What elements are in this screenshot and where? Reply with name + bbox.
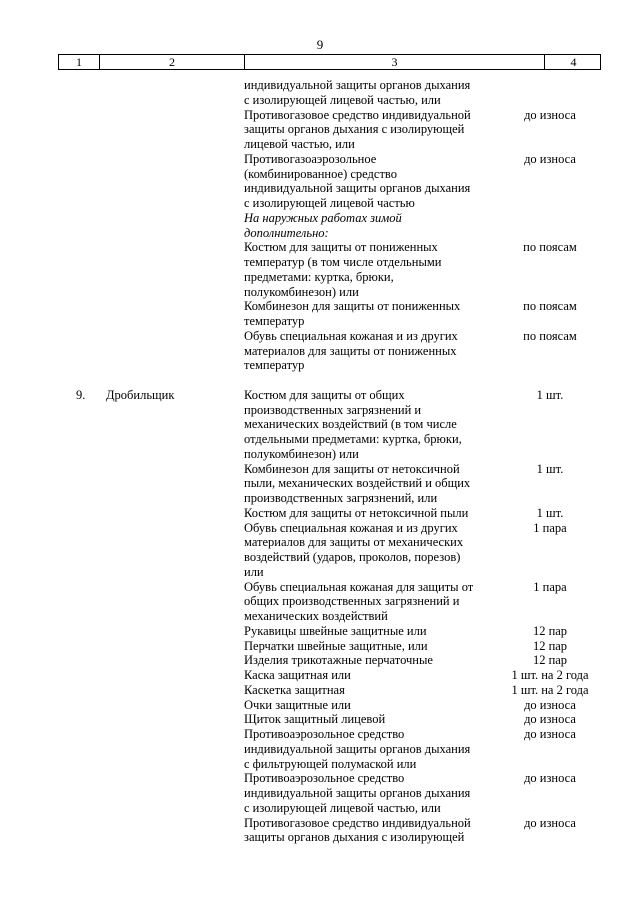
profession-name (99, 240, 244, 255)
ppe-item-line: Противогазоаэрозольное (244, 151, 377, 166)
issue-norm: 12 пар (532, 653, 568, 668)
ppe-item-line: Противогазовое средство индивидуальной (244, 815, 471, 830)
ppe-item-line: Каскетка защитная (244, 682, 345, 697)
profession-name (99, 506, 244, 521)
ppe-item (244, 683, 489, 698)
row-number (58, 727, 99, 742)
row-number (58, 771, 99, 786)
ppe-item-line: защиты органов дыхания с изолирующей (244, 830, 465, 845)
issue-norm: до износа (524, 727, 576, 741)
ppe-item-line: индивидуальной защиты органов дыхания (244, 786, 471, 800)
ppe-item (244, 653, 489, 668)
row-number (58, 299, 99, 314)
ppe-item-line: дополнительно: (244, 225, 329, 240)
profession-name (99, 462, 244, 477)
ppe-item-line: или (244, 564, 264, 579)
ppe-item (244, 771, 489, 815)
profession-name (99, 211, 244, 226)
row-number (58, 329, 99, 344)
ppe-item-line: Перчатки швейные защитные, или (244, 638, 428, 653)
ppe-item-line: производственных загрязнений и (244, 402, 422, 417)
ppe-item (244, 580, 489, 624)
issue-norm: до износа (524, 107, 576, 122)
issue-norm: по поясам (523, 328, 577, 343)
ppe-item-line: индивидуальной защиты органов дыхания (244, 78, 471, 92)
ppe-item-line: Костюм для защиты от пониженных (244, 240, 438, 255)
ppe-item-line: Костюм для защиты от нетоксичной пыли (244, 505, 469, 520)
row-number (58, 639, 99, 654)
row-number (58, 712, 99, 727)
profession-name (99, 816, 244, 831)
ppe-item (244, 108, 489, 152)
table-row (58, 462, 601, 506)
ppe-item (244, 152, 489, 211)
table-body (58, 78, 601, 845)
ppe-item-line: полукомбинезон) или (244, 284, 359, 299)
issue-norm: до износа (524, 771, 576, 786)
ppe-item-line: температур (в том числе отдельными (244, 255, 442, 269)
table-row (58, 816, 601, 846)
ppe-item-line: материалов для защиты от механических (244, 535, 464, 550)
ppe-item (244, 668, 489, 683)
ppe-item-line: Комбинезон для защиты от нетоксичной (244, 461, 460, 476)
ppe-item-line: пыли, механических воздействий и общих (244, 476, 471, 491)
ppe-item-line: механических воздействий (в том числе (244, 417, 457, 432)
profession-name (99, 683, 244, 698)
row-number (58, 108, 99, 123)
ppe-item-line: индивидуальной защиты органов дыхания (244, 181, 471, 196)
row-number (58, 211, 99, 226)
row-number (58, 240, 99, 255)
profession-name (99, 712, 244, 727)
ppe-item-line: Противоаэрозольное средство (244, 727, 405, 741)
issue-norm: по поясам (523, 240, 577, 255)
table-row (58, 668, 601, 683)
ppe-item-line: температур (244, 314, 305, 328)
ppe-item (244, 506, 489, 521)
ppe-item-line: Противогазовое средство индивидуальной (244, 107, 471, 122)
table-row (58, 211, 601, 241)
row-number (58, 521, 99, 536)
ppe-item-line: воздействий (ударов, проколов, порезов) (244, 550, 461, 564)
table-row (58, 299, 601, 329)
table-row (58, 240, 601, 299)
issue-norm (489, 211, 601, 226)
profession-name (99, 698, 244, 713)
row-number: 9. (76, 387, 86, 402)
row-number (58, 698, 99, 713)
ppe-item-line: предметами: куртка, брюки, (244, 269, 394, 284)
issue-norm: 1 шт. на 2 года (511, 682, 589, 697)
ppe-item (244, 211, 489, 241)
table-row (58, 712, 601, 727)
ppe-item (244, 639, 489, 654)
header-col-2: 2 (100, 55, 245, 69)
table-row (58, 506, 601, 521)
issue-norm: 1 шт. на 2 года (511, 668, 589, 682)
ppe-item-line: (комбинированное) средство (244, 166, 397, 181)
row-number (58, 462, 99, 477)
table-row (58, 580, 601, 624)
ppe-item-line: Каска защитная или (244, 668, 351, 682)
profession-name (99, 329, 244, 344)
ppe-item (244, 373, 489, 388)
ppe-item-line: с изолирующей лицевой частью (244, 196, 415, 210)
profession-name (99, 668, 244, 683)
issue-norm: 1 пара (533, 579, 567, 594)
table-row (58, 639, 601, 654)
row-number (58, 152, 99, 167)
ppe-item (244, 727, 489, 771)
profession-name: Дробильщик (106, 387, 175, 402)
table-row (58, 727, 601, 771)
issue-norm (489, 78, 601, 93)
table-row (58, 653, 601, 668)
ppe-item-line: Костюм для защиты от общих (244, 387, 405, 402)
header-col-4: 4 (570, 55, 577, 69)
table-row (58, 329, 601, 373)
row-number (58, 816, 99, 831)
issue-norm: 1 шт. (536, 505, 564, 520)
table-row (58, 152, 601, 211)
profession-name (99, 639, 244, 654)
ppe-item (244, 712, 489, 727)
profession-name (99, 580, 244, 595)
ppe-item (244, 521, 489, 580)
issue-norm: до износа (524, 151, 576, 166)
ppe-item-line: с фильтрующей полумаской или (244, 756, 417, 771)
ppe-item (244, 624, 489, 639)
ppe-item (244, 388, 489, 462)
ppe-item-line: материалов для защиты от пониженных (244, 343, 457, 358)
page-number: 9 (316, 37, 324, 52)
issue-norm: 1 шт. (536, 387, 564, 402)
profession-name (99, 108, 244, 123)
table-row (58, 771, 601, 815)
ppe-item-line: Противоаэрозольное средство (244, 771, 405, 786)
ppe-item (244, 816, 489, 846)
header-col-3: 3 (245, 55, 545, 69)
ppe-item-line: механических воздействий (244, 609, 388, 623)
row-number (58, 580, 99, 595)
row-number (58, 683, 99, 698)
table-row (58, 78, 601, 108)
profession-name (99, 373, 244, 388)
table-header (58, 54, 601, 70)
ppe-item-line: производственных загрязнений, или (244, 491, 438, 505)
ppe-item-line: лицевой частью, или (244, 137, 355, 151)
ppe-item (244, 78, 489, 108)
ppe-item-line: Обувь специальная кожаная для защиты от (244, 579, 474, 594)
profession-name (99, 78, 244, 93)
header-col-1: 1 (59, 55, 100, 69)
issue-norm: 12 пар (532, 638, 568, 653)
row-number (58, 506, 99, 521)
ppe-item-line: Рукавицы швейные защитные или (244, 623, 427, 638)
ppe-item-line: защиты органов дыхания с изолирующей (244, 122, 465, 137)
issue-norm: до износа (524, 697, 576, 712)
ppe-item-line: Очки защитные или (244, 697, 351, 712)
issue-norm (489, 373, 601, 388)
issue-norm: 12 пар (532, 623, 568, 638)
profession-name (99, 299, 244, 314)
profession-name (99, 727, 244, 742)
table-row (58, 624, 601, 639)
ppe-item-line: Изделия трикотажные перчаточные (244, 653, 433, 668)
table-row (58, 388, 601, 462)
ppe-item-line: отдельными предметами: куртка, брюки, (244, 432, 462, 446)
ppe-item-line (244, 373, 489, 388)
row-number (58, 653, 99, 668)
profession-name (99, 653, 244, 668)
ppe-item-line: Обувь специальная кожаная и из других (244, 328, 458, 343)
table-row (58, 521, 601, 580)
ppe-item-line: Комбинезон для защиты от пониженных (244, 299, 461, 314)
row-number (58, 624, 99, 639)
table-row (58, 683, 601, 698)
ppe-item (244, 329, 489, 373)
ppe-item-line: Щиток защитный лицевой (244, 712, 386, 727)
issue-norm: до износа (524, 815, 576, 830)
ppe-item (244, 240, 489, 299)
row-number (58, 668, 99, 683)
ppe-item-line: Обувь специальная кожаная и из других (244, 520, 458, 535)
profession-name (99, 771, 244, 786)
ppe-item (244, 462, 489, 506)
table-row (58, 108, 601, 152)
ppe-item (244, 299, 489, 329)
table-row (58, 698, 601, 713)
ppe-item-line: с изолирующей лицевой частью, или (244, 92, 441, 107)
row-number (58, 78, 99, 93)
ppe-item-line: общих производственных загрязнений и (244, 594, 460, 609)
issue-norm: до износа (524, 712, 576, 727)
issue-norm: 1 шт. (536, 461, 564, 476)
table-row (58, 373, 601, 388)
ppe-item-line: температур (244, 358, 305, 373)
row-number (58, 373, 99, 388)
ppe-item-line: На наружных работах зимой (244, 210, 402, 225)
profession-name (99, 521, 244, 536)
ppe-item-line: с изолирующей лицевой частью, или (244, 800, 441, 815)
issue-norm: по поясам (523, 299, 577, 314)
ppe-item-line: полукомбинезон) или (244, 446, 359, 461)
profession-name (99, 624, 244, 639)
profession-name (99, 152, 244, 167)
ppe-item-line: индивидуальной защиты органов дыхания (244, 741, 471, 756)
ppe-item (244, 698, 489, 713)
issue-norm: 1 пара (533, 520, 567, 535)
